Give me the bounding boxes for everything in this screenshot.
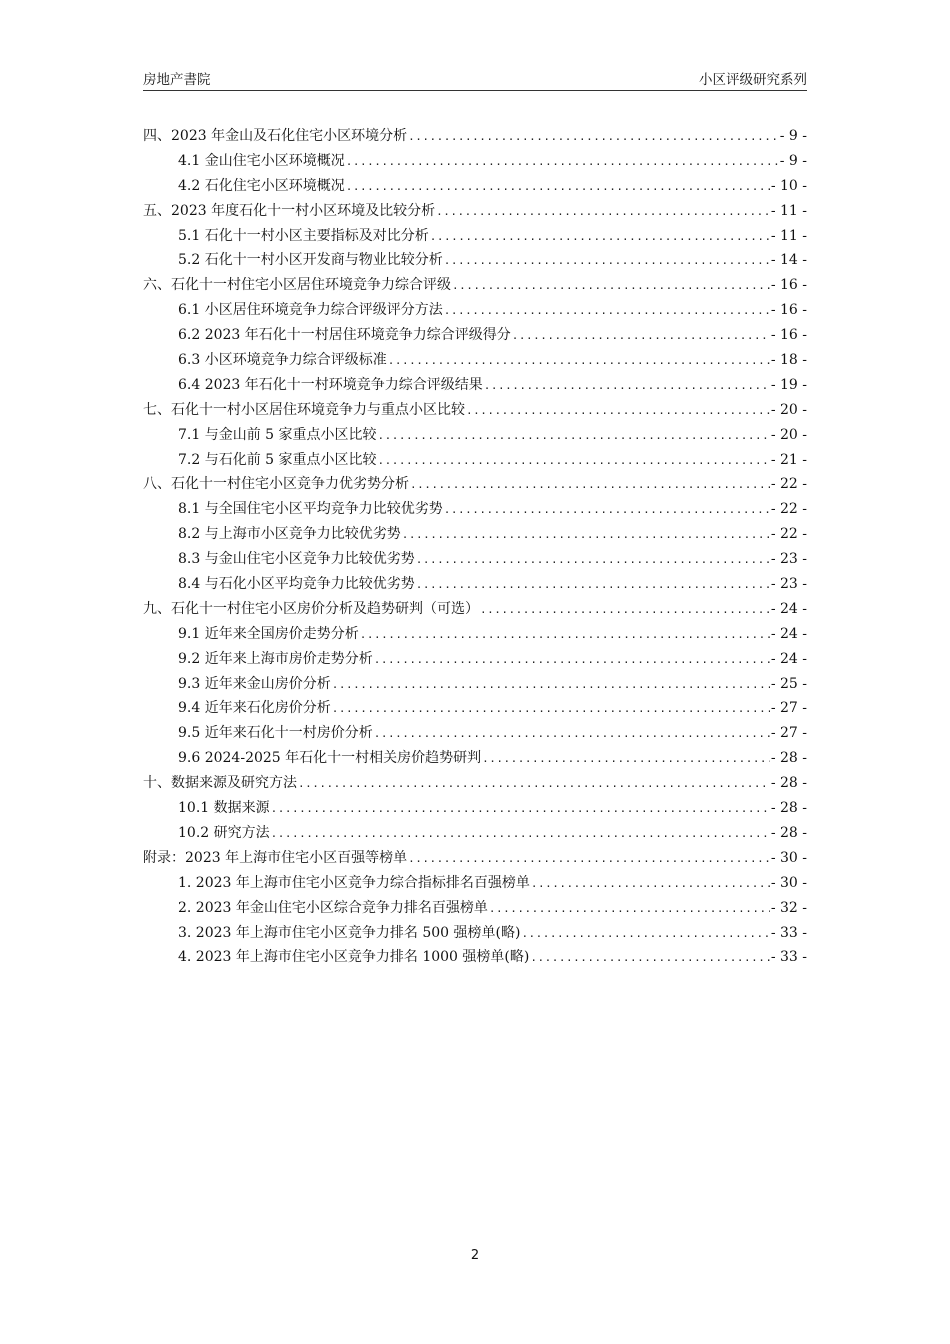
toc-chapter-entry[interactable] — [143, 399, 807, 424]
toc-dot-leader — [444, 254, 770, 267]
toc-dot-leader — [402, 528, 770, 541]
toc-entry-page: - 23 - — [770, 576, 807, 593]
toc-dot-leader — [444, 503, 770, 516]
toc-dot-leader — [360, 628, 770, 641]
toc-chapter-entry[interactable] — [143, 125, 807, 150]
toc-entry-title: 4.2 石化住宅小区环境概况 — [178, 177, 345, 194]
toc-section-entry[interactable] — [143, 872, 807, 897]
toc-dot-leader — [408, 130, 779, 143]
toc-dot-leader — [346, 180, 770, 193]
toc-entry-title: 1. 2023 年上海市住宅小区竞争力综合指标排名百强榜单 — [178, 874, 530, 891]
toc-dot-leader — [531, 877, 770, 890]
toc-entry-title: 八、石化十一村住宅小区竞争力优劣势分析 — [143, 476, 409, 493]
toc-entry-page: - 33 - — [770, 949, 807, 966]
toc-dot-leader — [416, 578, 770, 591]
toc-section-entry[interactable] — [143, 623, 807, 648]
toc-chapter-entry[interactable] — [143, 200, 807, 225]
toc-entry-page: - 24 - — [770, 650, 807, 667]
toc-section-entry[interactable] — [143, 498, 807, 523]
toc-entry-title: 七、石化十一村小区居住环境竞争力与重点小区比较 — [143, 401, 465, 418]
toc-entry-title: 十、数据来源及研究方法 — [143, 775, 297, 792]
toc-dot-leader — [374, 727, 770, 740]
table-of-contents — [143, 125, 807, 971]
toc-entry-title: 7.1 与金山前 5 家重点小区比较 — [178, 426, 377, 443]
toc-chapter-entry[interactable] — [143, 772, 807, 797]
toc-entry-page: - 9 - — [779, 152, 807, 169]
toc-entry-page: - 18 - — [770, 352, 807, 369]
toc-entry-page: - 11 - — [770, 227, 807, 244]
header-publisher: 房地产書院 — [143, 72, 211, 88]
toc-chapter-entry[interactable] — [143, 473, 807, 498]
toc-entry-page: - 30 - — [770, 849, 807, 866]
toc-entry-title: 9.4 近年来石化房价分析 — [178, 700, 331, 717]
toc-section-entry[interactable] — [143, 797, 807, 822]
toc-entry-page: - 21 - — [770, 451, 807, 468]
toc-chapter-entry[interactable] — [143, 274, 807, 299]
toc-entry-title: 3. 2023 年上海市住宅小区竞争力排名 500 强榜单(略) — [178, 924, 521, 941]
toc-dot-leader — [480, 603, 770, 616]
toc-section-entry[interactable] — [143, 449, 807, 474]
header-series-title: 小区评级研究系列 — [699, 72, 807, 88]
toc-dot-leader — [332, 702, 770, 715]
toc-dot-leader — [466, 404, 770, 417]
toc-dot-leader — [430, 230, 770, 243]
toc-dot-leader — [374, 653, 770, 666]
toc-section-entry[interactable] — [143, 722, 807, 747]
page-header — [143, 68, 807, 91]
toc-entry-page: - 24 - — [770, 625, 807, 642]
toc-section-entry[interactable] — [143, 175, 807, 200]
toc-entry-page: - 23 - — [770, 551, 807, 568]
toc-section-entry[interactable] — [143, 299, 807, 324]
toc-entry-title: 九、石化十一村住宅小区房价分析及趋势研判（可选） — [143, 600, 479, 617]
toc-entry-page: - 28 - — [770, 800, 807, 817]
toc-entry-title: 9.3 近年来金山房价分析 — [178, 675, 331, 692]
toc-entry-page: - 20 - — [770, 401, 807, 418]
toc-section-entry[interactable] — [143, 946, 807, 971]
toc-entry-title: 五、2023 年度石化十一村小区环境及比较分析 — [143, 202, 436, 219]
toc-entry-title: 附录：2023 年上海市住宅小区百强等榜单 — [143, 849, 408, 866]
toc-section-entry[interactable] — [143, 747, 807, 772]
toc-entry-title: 8.2 与上海市小区竞争力比较优劣势 — [178, 526, 401, 543]
toc-dot-leader — [271, 827, 770, 840]
toc-entry-title: 4. 2023 年上海市住宅小区竞争力排名 1000 强榜单(略) — [178, 949, 530, 966]
toc-entry-page: - 9 - — [779, 128, 807, 144]
toc-entry-title: 7.2 与石化前 5 家重点小区比较 — [178, 451, 377, 468]
toc-entry-page: - 32 - — [770, 899, 807, 916]
toc-dot-leader — [452, 279, 770, 292]
toc-section-entry[interactable] — [143, 822, 807, 847]
toc-entry-page: - 10 - — [770, 177, 807, 194]
toc-dot-leader — [410, 478, 770, 491]
toc-chapter-entry[interactable] — [143, 598, 807, 623]
toc-dot-leader — [378, 429, 770, 442]
toc-dot-leader — [346, 155, 779, 168]
page-number: 2 — [470, 1248, 480, 1263]
toc-dot-leader — [484, 379, 770, 392]
toc-entry-page: - 22 - — [770, 526, 807, 543]
toc-entry-page: - 27 - — [770, 725, 807, 742]
toc-entry-page: - 33 - — [770, 924, 807, 941]
toc-section-entry[interactable] — [143, 673, 807, 698]
toc-section-entry[interactable] — [143, 424, 807, 449]
toc-dot-leader — [512, 329, 770, 342]
toc-entry-title: 6.2 2023 年石化十一村居住环境竞争力综合评级得分 — [178, 327, 511, 344]
toc-entry-page: - 30 - — [770, 874, 807, 891]
toc-entry-page: - 28 - — [770, 775, 807, 792]
toc-section-entry[interactable] — [143, 922, 807, 947]
toc-section-entry[interactable] — [143, 349, 807, 374]
toc-entry-title: 4.1 金山住宅小区环境概况 — [178, 152, 345, 169]
toc-section-entry[interactable] — [143, 573, 807, 598]
toc-entry-title: 6.1 小区居住环境竞争力综合评级评分方法 — [178, 302, 443, 319]
toc-entry-title: 9.1 近年来全国房价走势分析 — [178, 625, 359, 642]
toc-entry-title: 5.1 石化十一村小区主要指标及对比分析 — [178, 227, 429, 244]
toc-entry-title: 8.4 与石化小区平均竞争力比较优劣势 — [178, 576, 415, 593]
toc-section-entry[interactable] — [143, 324, 807, 349]
toc-dot-leader — [332, 678, 770, 691]
toc-section-entry[interactable] — [143, 523, 807, 548]
toc-entry-page: - 16 - — [770, 327, 807, 344]
toc-entry-page: - 14 - — [770, 252, 807, 269]
toc-entry-title: 8.1 与全国住宅小区平均竞争力比较优劣势 — [178, 501, 443, 518]
toc-entry-title: 2. 2023 年金山住宅小区综合竞争力排名百强榜单 — [178, 899, 488, 916]
toc-section-entry[interactable] — [143, 897, 807, 922]
toc-entry-page: - 24 - — [770, 600, 807, 617]
toc-section-entry[interactable] — [143, 648, 807, 673]
toc-entry-page: - 20 - — [770, 426, 807, 443]
toc-entry-page: - 28 - — [770, 824, 807, 841]
toc-entry-title: 5.2 石化十一村小区开发商与物业比较分析 — [178, 252, 443, 269]
toc-entry-title: 9.6 2024-2025 年石化十一村相关房价趋势研判 — [178, 750, 482, 767]
toc-entry-title: 6.4 2023 年石化十一村环境竞争力综合评级结果 — [178, 376, 483, 393]
toc-section-entry[interactable] — [143, 374, 807, 399]
toc-section-entry[interactable] — [143, 150, 807, 175]
toc-entry-page: - 16 - — [770, 277, 807, 294]
toc-entry-page: - 16 - — [770, 302, 807, 319]
toc-dot-leader — [444, 304, 770, 317]
toc-entry-page: - 11 - — [770, 202, 807, 219]
toc-entry-title: 四、2023 年金山及石化住宅小区环境分析 — [143, 128, 408, 144]
toc-section-entry[interactable] — [143, 249, 807, 274]
toc-dot-leader — [298, 777, 770, 790]
toc-dot-leader — [378, 454, 770, 467]
toc-dot-leader — [436, 205, 770, 218]
toc-entry-title: 6.3 小区环境竞争力综合评级标准 — [178, 352, 387, 369]
toc-dot-leader — [530, 951, 769, 964]
toc-section-entry[interactable] — [143, 225, 807, 250]
toc-entry-title: 8.3 与金山住宅小区竞争力比较优劣势 — [178, 551, 415, 568]
toc-entry-title: 六、石化十一村住宅小区居住环境竞争力综合评级 — [143, 277, 451, 294]
toc-entry-page: - 28 - — [770, 750, 807, 767]
toc-entry-page: - 27 - — [770, 700, 807, 717]
toc-entry-title: 10.1 数据来源 — [178, 800, 270, 817]
toc-entry-title: 9.5 近年来石化十一村房价分析 — [178, 725, 373, 742]
toc-dot-leader — [388, 354, 770, 367]
toc-entry-page: - 19 - — [770, 376, 807, 393]
toc-dot-leader — [408, 852, 770, 865]
toc-entry-title: 9.2 近年来上海市房价走势分析 — [178, 650, 373, 667]
toc-dot-leader — [482, 752, 770, 765]
toc-dot-leader — [416, 553, 770, 566]
toc-dot-leader — [489, 902, 770, 915]
toc-chapter-entry[interactable] — [143, 847, 807, 872]
toc-dot-leader — [271, 802, 770, 815]
toc-entry-page: - 25 - — [770, 675, 807, 692]
toc-dot-leader — [521, 927, 769, 940]
toc-section-entry[interactable] — [143, 697, 807, 722]
toc-entry-title: 10.2 研究方法 — [178, 824, 270, 841]
toc-entry-page: - 22 - — [770, 476, 807, 493]
toc-section-entry[interactable] — [143, 548, 807, 573]
toc-entry-page: - 22 - — [770, 501, 807, 518]
